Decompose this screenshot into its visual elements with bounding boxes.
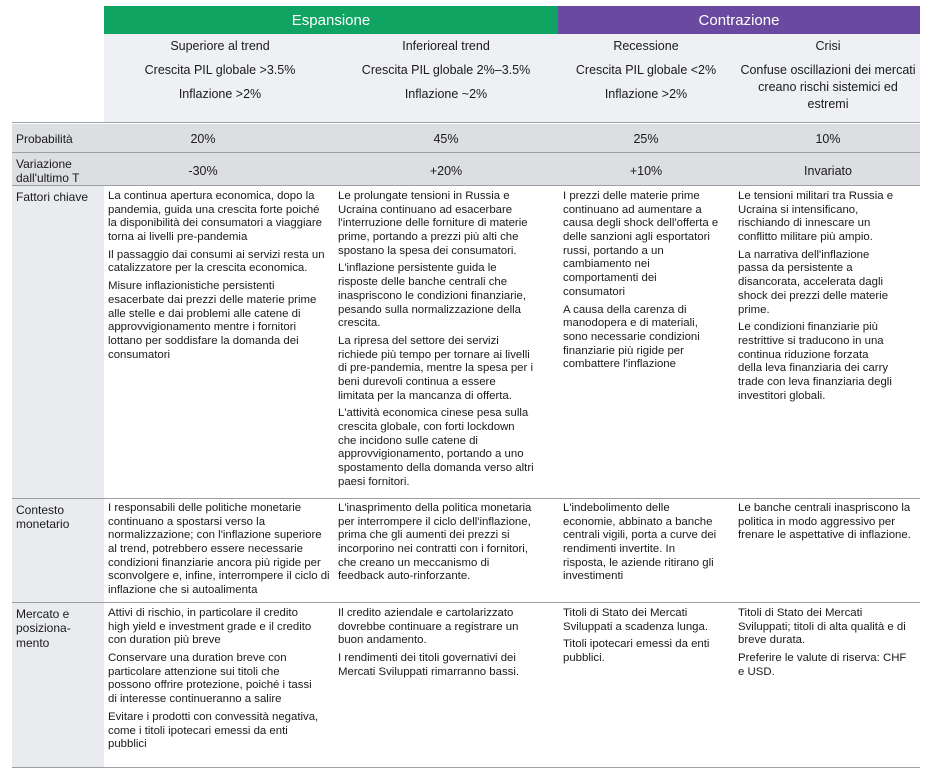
scenario-inflation: Inflazione ~2% <box>404 86 488 101</box>
probability-value: 45% <box>433 132 459 146</box>
change-value: +20% <box>429 164 463 178</box>
cell-paragraph: L'inflazione persistente guida le risposte delle banche centrali che inaspriscono le condizioni finanziarie, pesando sulla normalizzazione della crescita. <box>338 262 527 330</box>
probability-label: Probabilità <box>16 132 73 146</box>
cell-paragraph: Titoli di Stato dei Mercati Sviluppati a scadenza lunga. <box>563 607 709 633</box>
scenario-growth: Crescita PIL globale >3.5% <box>144 62 296 77</box>
scenario-header-crisis <box>740 38 916 120</box>
expansion-band: Espansione <box>104 6 558 34</box>
cell-paragraph: Le banche centrali inaspriscono la politica in modo aggressivo per frenare le aspettative di inflazione. <box>738 502 911 542</box>
row-divider <box>12 498 920 499</box>
scenario-header-recession <box>560 38 732 120</box>
scenario-name: Crisi <box>815 39 841 53</box>
row-divider <box>12 122 920 123</box>
scenario-growth: Confuse oscillazioni dei mercati creano rischi sistemici ed estremi <box>740 62 916 111</box>
cell-paragraph: Le condizioni finanziarie più restrittive si traducono in una continua riduzione forzata della leva finanziaria dei carry trade con leva finanziaria degli investitori globali. <box>738 321 892 402</box>
scenario-growth: Crescita PIL globale 2%–3.5% <box>361 62 531 77</box>
cell-paragraph: A causa della carenza di manodopera e di materiali, sono necessarie condizioni finanziarie più rigide per combattere l'inflazione <box>563 303 700 371</box>
cell-paragraph: Misure inflazionistiche persistenti esacerbate dai prezzi delle materie prime alle stelle e dai problemi alle catene di approvvigionamento mentre i fornitori lottano per soddisfare la domanda dei consumatori <box>108 280 317 361</box>
cell-paragraph: La ripresa del settore dei servizi richiede più tempo per tornare ai livelli di pre-pandemia, mentre la spesa per i beni durevoli continua a essere limitata per la mancanza di offerta. <box>338 334 534 402</box>
scenario-growth: Crescita PIL globale <2% <box>575 62 717 77</box>
market-label: Mercato e posiziona-mento <box>16 607 71 650</box>
change-value: +10% <box>629 164 663 178</box>
drivers-label: Fattori chiave <box>16 190 89 204</box>
cell-paragraph: La continua apertura economica, dopo la pandemia, guida una crescita forte poiché la disponibilità dei consumatori a viaggiare torna ai livelli pre-pandemia <box>108 190 323 244</box>
cell-paragraph: Le tensioni militari tra Russia e Ucraina si intensificano, rischiando di innescare un conflitto militare più ampio. <box>738 190 894 244</box>
row-divider <box>12 185 920 186</box>
cell-paragraph: Titoli di Stato dei Mercati Sviluppati; titoli di alta qualità e di breve durata. <box>738 607 906 647</box>
monetary-cell-recession <box>563 502 719 588</box>
scenario-header-below-trend <box>334 38 558 120</box>
label-cell-drivers-bg <box>12 185 104 498</box>
row-divider <box>12 602 920 603</box>
cell-paragraph: La narrativa dell'inflazione passa da persistente a disancorata, accelerata dagli shock dei prezzi delle materie prime. <box>738 248 889 316</box>
scenario-name: Inferioreal trend <box>402 39 490 53</box>
probability-value: 25% <box>633 132 659 146</box>
probability-value: 10% <box>815 132 841 146</box>
row-divider <box>12 152 920 153</box>
monetary-cell-below-trend <box>338 502 536 588</box>
market-cell-above-trend <box>108 607 320 756</box>
cell-paragraph: I rendimenti dei titoli governativi dei Mercati Sviluppati rimarranno bassi. <box>338 652 520 678</box>
cell-paragraph: Evitare i prodotti con convessità negativa, come i titoli ipotecari emessi da enti pubblici <box>108 710 319 751</box>
monetary-cell-crisis <box>738 502 914 547</box>
cell-paragraph: I responsabili delle politiche monetarie continuano a spostarsi verso la normalizzazione; con l'inflazione superiore al trend, potrebbero essere necessarie condizioni finanziarie ancora più rigide per sconvolgere e, infine, interrompere il ciclo di inflazione che si autoalimenta <box>108 502 330 597</box>
monetary-cell-above-trend <box>108 502 330 602</box>
scenario-name: Recessione <box>613 39 679 53</box>
scenario-header-above-trend <box>108 38 332 120</box>
market-cell-recession <box>563 607 723 670</box>
cell-paragraph: Il credito aziendale e cartolarizzato dovrebbe continuare a registrare un buon andamento. <box>338 607 519 647</box>
cell-paragraph: Le prolungate tensioni in Russia e Ucraina continuano ad esacerbare l'interruzione delle forniture di materie prime, portando a prezzi più alti che spostano la spesa dei consumatori. <box>338 190 528 257</box>
cell-paragraph: Il passaggio dai consumi ai servizi resta un catalizzatore per la crescita economica. <box>108 248 325 275</box>
scenario-inflation: Inflazione >2% <box>604 86 688 101</box>
market-cell-below-trend <box>338 607 536 683</box>
cell-paragraph: Conservare una duration breve con particolare attenzione sui titoli che possono offrire protezione, poiché i tassi di interesse continueranno a salire <box>108 652 312 706</box>
cell-paragraph: L'indebolimento delle economie, abbinato a banche centrali vigili, porta a curve dei rendimenti invertite. In risposta, le aziende ritirano gli investimenti <box>563 502 717 583</box>
drivers-cell-above-trend <box>108 190 330 366</box>
contraction-band: Contrazione <box>558 6 920 34</box>
cell-paragraph: Titoli ipotecari emessi da enti pubblici. <box>563 638 710 665</box>
change-value: Invariato <box>804 164 852 178</box>
scenario-inflation: Inflazione >2% <box>178 86 262 101</box>
row-divider <box>12 767 920 768</box>
drivers-cell-recession <box>563 190 721 376</box>
drivers-cell-crisis <box>738 190 894 407</box>
monetary-label: Contesto monetario <box>16 503 70 532</box>
cell-paragraph: L'attività economica cinese pesa sulla crescita globale, con forti lockdown che incidono sulle catene di approvvigionamento, portando a uno spostamento della domanda verso altri paesi fornitori. <box>338 407 534 488</box>
cell-paragraph: I prezzi delle materie prime continuano ad aumentare a causa degli shock dell'offerta e delle sanzioni agli esportatori russi, portando a un cambiamento nei comportamenti dei consumatori <box>563 190 719 298</box>
change-label: Variazione dall'ultimo T <box>16 157 80 186</box>
cell-paragraph: L'inasprimento della politica monetaria per interrompere il ciclo dell'inflazione, prima che gli aumenti dei prezzi si incorporino nei contratti con i fornitori, che creano un meccanismo di feedback auto-rinforzante. <box>338 502 532 583</box>
cell-paragraph: Attivi di rischio, in particolare il credito high yield e investment grade e il credito con duration più breve <box>108 607 312 647</box>
scenario-name: Superiore al trend <box>170 39 270 53</box>
cell-paragraph: Preferire le valute di riserva: CHF e USD. <box>738 652 907 678</box>
probability-value: 20% <box>190 132 216 146</box>
drivers-cell-below-trend <box>338 190 534 493</box>
market-cell-crisis <box>738 607 910 683</box>
change-value: -30% <box>188 164 218 178</box>
